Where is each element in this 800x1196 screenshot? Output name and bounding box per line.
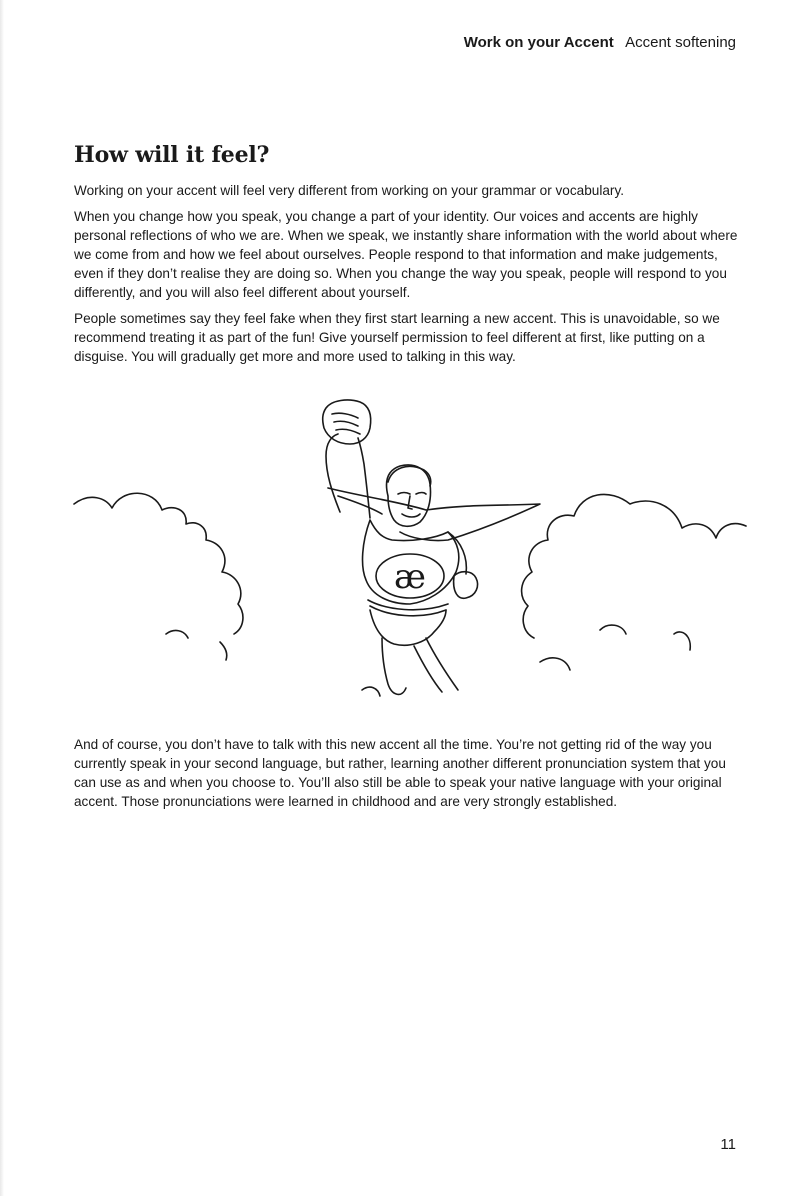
closing-text xyxy=(74,735,744,818)
running-header xyxy=(464,34,736,51)
cloud-right-detail-3 xyxy=(540,658,570,670)
header-topic: Accent softening xyxy=(625,34,736,51)
chest-emblem-glyph: æ xyxy=(394,557,426,597)
paragraph-4: And of course, you don’t have to talk with this new accent all the time. You’re not getting rid of the way you currently speak in your second language, but rather, learning another different pronunciation system that you can use as and when you choose to. You’ll also still be able to speak your native language with your original accent. Those pronunciations were learned in childhood and are very strongly established. xyxy=(74,737,726,809)
cloud-right xyxy=(522,494,746,638)
superhero-drawing xyxy=(70,392,750,722)
page-title: How will it feel? xyxy=(74,142,270,168)
paragraph-3: People sometimes say they feel fake when they first start learning a new accent. This is unavoidable, so we recommend treating it as part of the fun! Give yourself permission to feel different at first, like putting on a disguise. You will gradually get more and more used to talking in this way. xyxy=(74,311,720,364)
header-section: Work on your Accent xyxy=(463,34,614,51)
belt xyxy=(368,600,448,610)
intro-paragraphs xyxy=(74,181,744,373)
scan-edge-shadow xyxy=(0,0,4,1196)
cloud-left xyxy=(74,493,243,634)
raised-arm xyxy=(326,434,340,512)
page-number: 11 xyxy=(720,1136,736,1153)
cloud-right-detail xyxy=(600,625,626,634)
cloud-left-detail xyxy=(166,631,188,638)
leg-left xyxy=(382,638,406,694)
cloud-left-detail-2 xyxy=(220,642,227,660)
superhero-illustration xyxy=(70,392,750,722)
paragraph-1: Working on your accent will feel very different from working on your grammar or vocabulary. xyxy=(74,183,625,198)
leg-right xyxy=(426,638,458,690)
paragraph-2: When you change how you speak, you change a part of your identity. Our voices and accents are highly personal reflections of who we are. When we speak, we instantly share information with the world about where we come from and how we feel about ourselves. People respond to that information and make judgements, even if they don’t realise they are doing so. When you change the way you speak, people will respond to you differently, and you will also feel different about yourself. xyxy=(74,209,738,300)
side-fist xyxy=(454,572,478,599)
cloud-right-detail-2 xyxy=(674,632,690,650)
cape xyxy=(328,488,540,541)
leg-right-inner xyxy=(414,646,442,692)
